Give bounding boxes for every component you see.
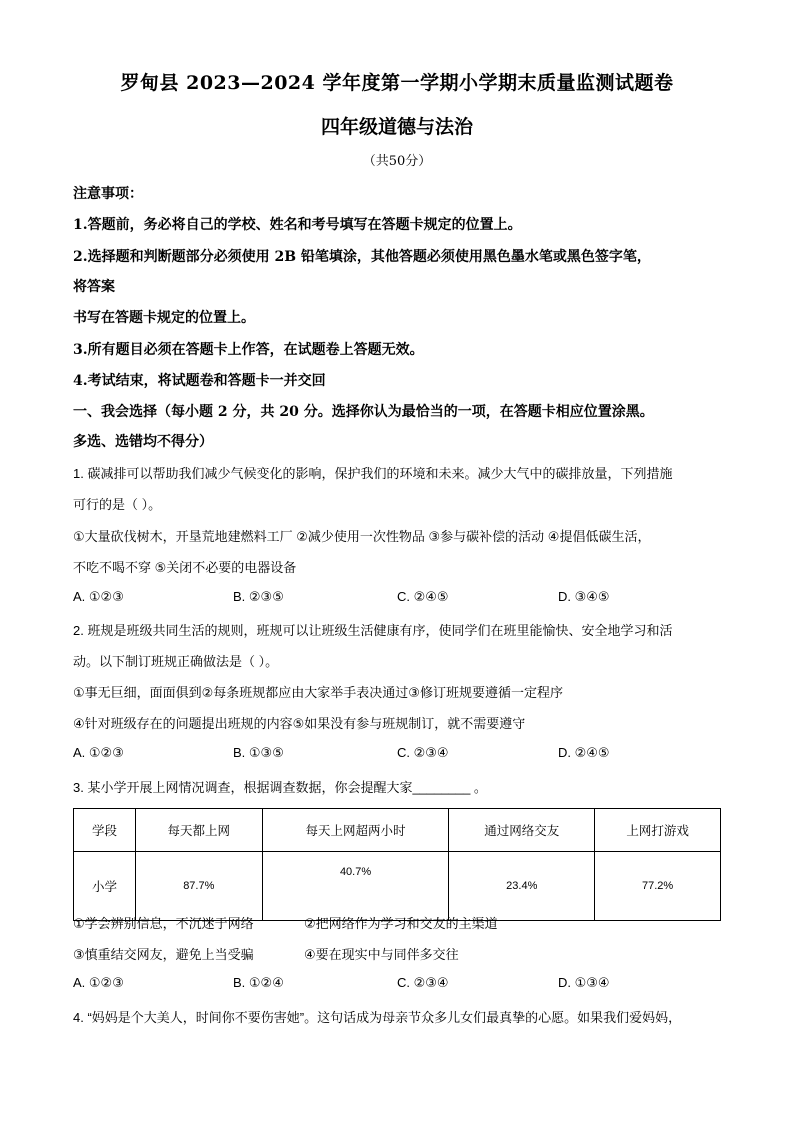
question-3-choice-4: ④要在现实中与同伴多交往 [304, 947, 459, 962]
notes-heading: 注意事项： [73, 186, 143, 202]
question-1-statements: ①大量砍伐树木，开垦荒地建燃料工厂 ②减少使用一次性物品 ③参与碳补偿的活动 ④提倡低碳生活， [73, 529, 651, 544]
exam-subtitle: 四年级道德与法治 [320, 116, 473, 138]
exam-score: （共50分） [362, 154, 432, 169]
question-2-statements: ①事无巨细，面面俱到②每条班规都应由大家举手表决通过③修订班规要遵循一定程序 [73, 685, 563, 700]
question-3-option-b: B. ①②④ [233, 975, 284, 990]
table-header-row [74, 809, 721, 852]
question-1-option-a: A. ①②③ [73, 589, 124, 604]
table-header-cell: 通过网络交友 [449, 809, 595, 852]
question-2-text: 2. 班规是班级共同生活的规则，班规可以让班级生活健康有序，使同学们在班里能愉快、安全地学习和活 [73, 623, 673, 638]
question-3-text: 3. 某小学开展上网情况调查，根据调查数据，你会提醒大家________ 。 [73, 780, 487, 795]
question-1-text: 可行的是（ ）。 [73, 497, 162, 512]
exam-title: 罗甸县 2023—2024 学年度第一学期小学期末质量监测试题卷 [120, 72, 674, 94]
table-cell: 23.4% [449, 852, 595, 921]
notes-item: 1.答题前，务必将自己的学校、姓名和考号填写在答题卡规定的位置上。 [73, 217, 522, 233]
table-cell: 40.7% [262, 852, 449, 921]
question-3-choice-1: ①学会辨别信息，不沉迷于网络 [73, 916, 254, 931]
question-2-text: 动。以下制订班规正确做法是（ ）。 [73, 654, 279, 669]
question-2-statements: ④针对班级存在的问题提出班规的内容⑤如果没有参与班规制订，就不需要遵守 [73, 716, 526, 731]
question-3-option-d: D. ①③④ [558, 975, 610, 990]
section-heading-cont: 多选、选错均不得分） [73, 434, 213, 450]
question-1-option-c: C. ②④⑤ [397, 589, 449, 604]
question-3-option-c: C. ②③④ [397, 975, 449, 990]
notes-item: 4.考试结束，将试题卷和答题卡一并交回 [73, 373, 326, 389]
table-cell: 77.2% [595, 852, 721, 921]
table-header-cell: 学段 [74, 809, 136, 852]
question-3-choice-2: ②把网络作为学习和交友的主渠道 [304, 916, 498, 931]
table-cell: 小学 [74, 852, 136, 921]
question-2-option-b: B. ①③⑤ [233, 745, 284, 760]
question-1-statements: 不吃不喝不穿 ⑤关闭不必要的电器设备 [73, 560, 297, 575]
notes-item: 3.所有题目必须在答题卡上作答，在试题卷上答题无效。 [73, 342, 424, 358]
question-1-text: 1. 碳减排可以帮助我们减少气候变化的影响，保护我们的环境和未来。减少大气中的碳排放量，下列措施 [73, 466, 673, 481]
section-heading: 一、我会选择（每小题 2 分，共 20 分。选择你认为最恰当的一项，在答题卡相应位置涂黑。 [73, 404, 654, 420]
notes-item: 2.选择题和判断题部分必须使用 2B 铅笔填涂，其他答题必须使用黑色墨水笔或黑色签字笔， [73, 249, 651, 265]
question-3-option-a: A. ①②③ [73, 975, 124, 990]
table-row [74, 852, 721, 921]
question-4-text: 4. “妈妈是个大美人，时间你不要伤害她”。这句话成为母亲节众多儿女们最真挚的心愿。如果我们爱妈妈， [73, 1010, 682, 1025]
table-header-cell: 每天都上网 [135, 809, 262, 852]
question-2-option-d: D. ②④⑤ [558, 745, 610, 760]
question-1-option-d: D. ③④⑤ [558, 589, 610, 604]
question-2-option-c: C. ②③④ [397, 745, 449, 760]
survey-table [73, 808, 721, 921]
table-cell: 87.7% [135, 852, 262, 921]
question-2-option-a: A. ①②③ [73, 745, 124, 760]
table-header-cell: 每天上网超两小时 [262, 809, 449, 852]
question-1-option-b: B. ②③⑤ [233, 589, 284, 604]
table-header-cell: 上网打游戏 [595, 809, 721, 852]
question-3-choice-3: ③慎重结交网友，避免上当受骗 [73, 947, 254, 962]
notes-item: 将答案 [73, 279, 115, 295]
notes-item: 书写在答题卡规定的位置上。 [73, 310, 255, 326]
